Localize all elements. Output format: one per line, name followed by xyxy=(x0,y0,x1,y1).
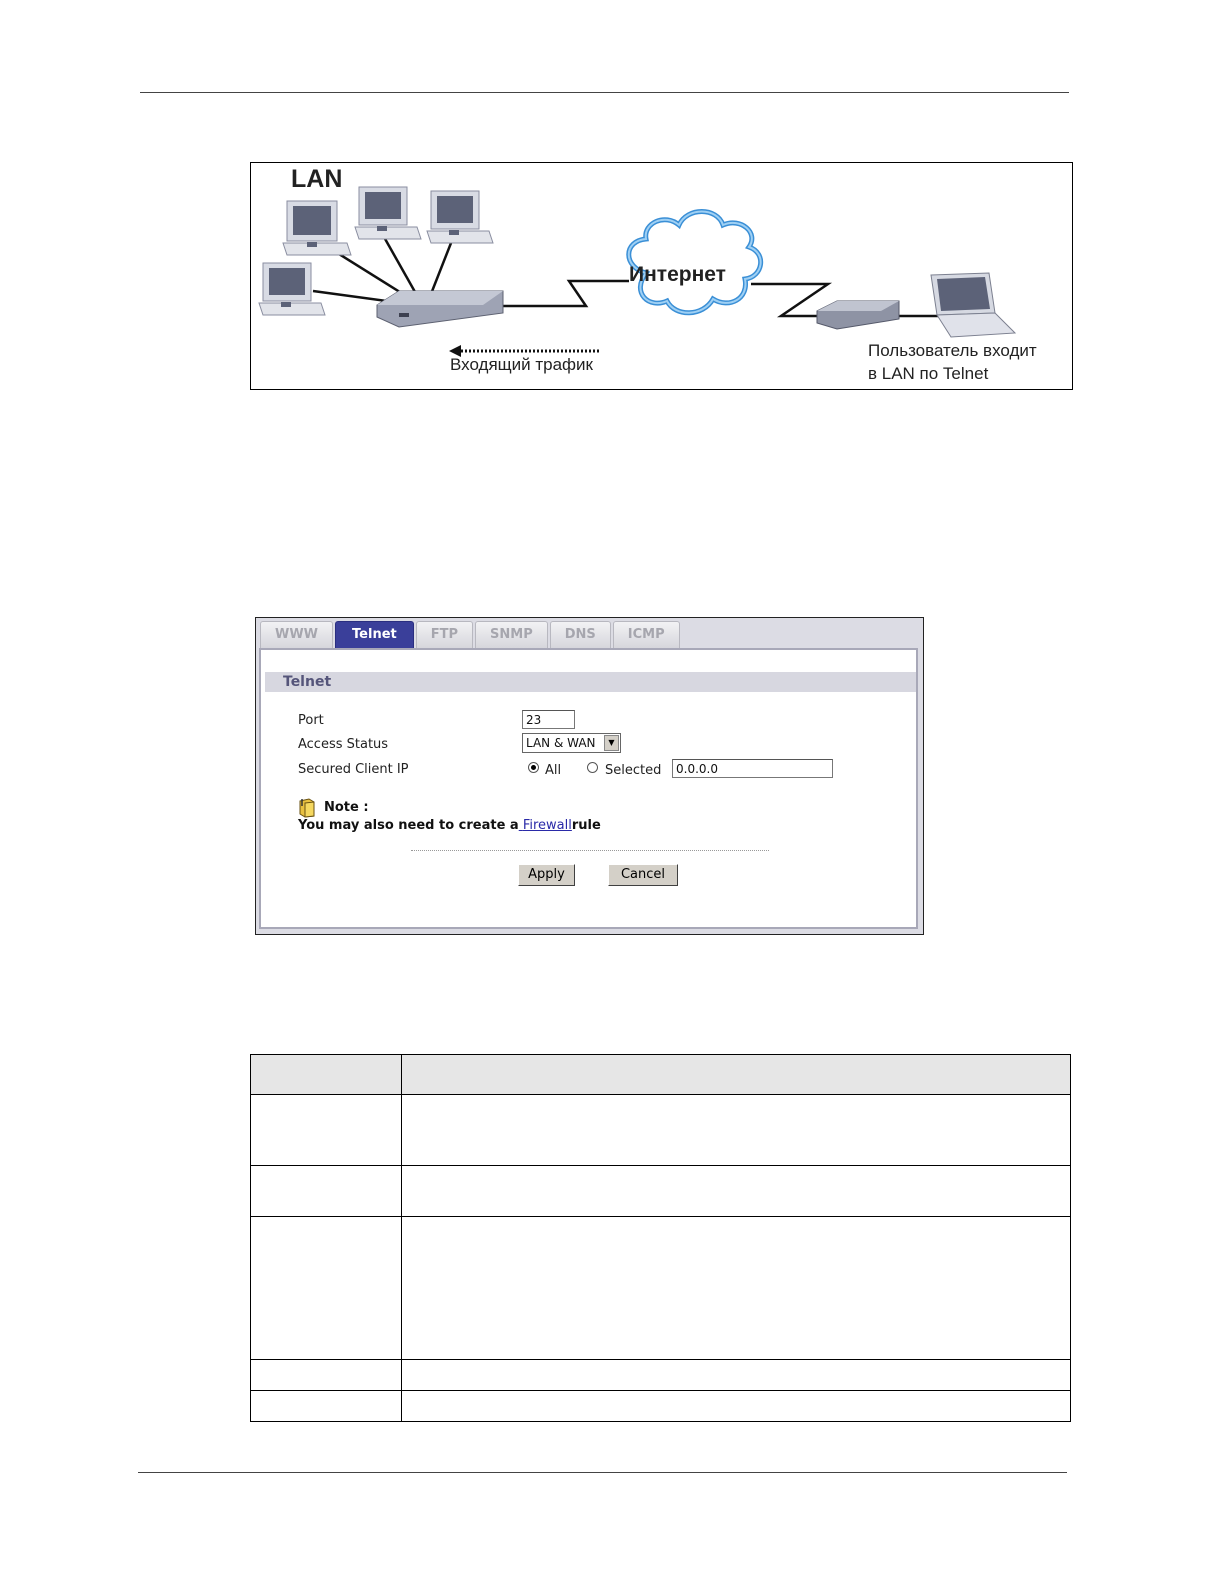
port-label: Port xyxy=(298,713,324,728)
footer-rule xyxy=(138,1472,1067,1473)
table-header-cell xyxy=(251,1055,402,1095)
port-input[interactable]: 23 xyxy=(522,710,575,729)
table-row xyxy=(251,1095,1071,1166)
table-cell xyxy=(402,1360,1071,1391)
pc-icon-3 xyxy=(427,191,493,243)
field-description-table xyxy=(250,1054,1071,1422)
chevron-down-icon[interactable]: ▼ xyxy=(604,735,619,751)
tab-telnet[interactable]: Telnet xyxy=(335,621,414,648)
access-status-value: LAN & WAN xyxy=(526,736,596,750)
incoming-traffic-label: Входящий трафик xyxy=(450,355,593,374)
header-rule xyxy=(140,92,1069,93)
lan-label: LAN xyxy=(291,165,343,193)
pc-icon-1 xyxy=(283,201,351,255)
cancel-button[interactable]: Cancel xyxy=(608,864,678,886)
button-divider xyxy=(411,850,769,851)
tab-www[interactable]: WWW xyxy=(260,621,333,648)
note-suffix: rule xyxy=(571,818,601,833)
table-header-cell xyxy=(402,1055,1071,1095)
modem-icon xyxy=(817,301,899,329)
table-cell xyxy=(402,1095,1071,1166)
table-cell xyxy=(251,1095,402,1166)
table-cell xyxy=(251,1217,402,1360)
table-row xyxy=(251,1360,1071,1391)
table-cell xyxy=(251,1391,402,1422)
tab-snmp[interactable]: SNMP xyxy=(475,621,548,648)
secured-ip-input[interactable]: 0.0.0.0 xyxy=(672,759,833,778)
table-header-row xyxy=(251,1055,1071,1095)
access-status-select[interactable] xyxy=(522,733,621,753)
note-title: Note : xyxy=(324,800,369,815)
internet-label: Интернет xyxy=(629,263,726,286)
table-cell xyxy=(402,1391,1071,1422)
table-row xyxy=(251,1166,1071,1217)
router-icon xyxy=(377,291,503,327)
note-prefix: You may also need to create a xyxy=(298,818,519,833)
table-row xyxy=(251,1391,1071,1422)
firewall-link[interactable] xyxy=(519,818,572,833)
table-cell xyxy=(402,1217,1071,1360)
radio-selected[interactable] xyxy=(587,762,598,773)
table-cell xyxy=(402,1166,1071,1217)
pc-icon-4 xyxy=(259,263,325,315)
section-title: Telnet xyxy=(265,672,916,692)
pc-icon-2 xyxy=(355,187,421,239)
user-telnet-label xyxy=(868,339,1037,385)
network-diagram xyxy=(250,162,1073,390)
note-icon xyxy=(298,798,316,818)
tab-bar xyxy=(260,621,682,648)
apply-button[interactable]: Apply xyxy=(518,864,575,886)
table-row xyxy=(251,1217,1071,1360)
radio-all-label: All xyxy=(545,763,562,778)
tab-ftp[interactable]: FTP xyxy=(416,621,473,648)
firewall-link-text[interactable]: Firewall xyxy=(522,818,572,833)
telnet-config-screen xyxy=(255,617,924,935)
note-text xyxy=(298,818,601,833)
radio-selected-label: Selected xyxy=(605,763,662,778)
laptop-icon xyxy=(931,273,1015,337)
telnet-panel xyxy=(259,648,918,929)
access-status-label: Access Status xyxy=(298,737,389,752)
tab-dns[interactable]: DNS xyxy=(550,621,611,648)
secured-client-ip-label: Secured Client IP xyxy=(298,762,409,777)
user-label-line-1: Пользователь входит xyxy=(868,341,1037,360)
table-cell xyxy=(251,1166,402,1217)
tab-icmp[interactable]: ICMP xyxy=(613,621,680,648)
table-cell xyxy=(251,1360,402,1391)
radio-all[interactable] xyxy=(528,762,539,773)
user-label-line-2: в LAN по Telnet xyxy=(868,364,989,383)
